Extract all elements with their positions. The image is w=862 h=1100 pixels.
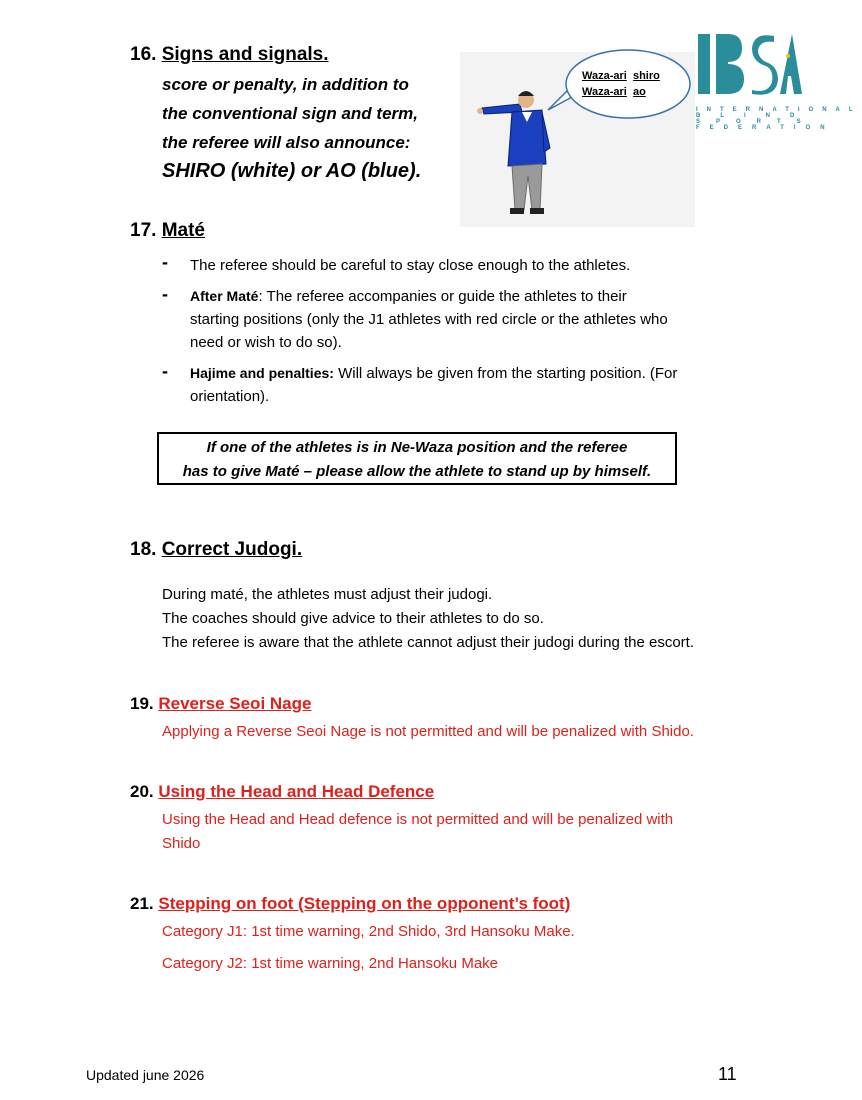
section-number: 17.: [130, 220, 157, 241]
signs-line: SHIRO (white) or AO (blue).: [162, 160, 422, 182]
signs-text-block: [162, 70, 421, 186]
section-number: 18.: [130, 539, 157, 560]
dash-bullet-icon: -: [162, 284, 168, 304]
bullet-text: : The referee accompanies or guide the athletes to their: [258, 288, 627, 305]
section-title: Maté: [161, 220, 205, 241]
bullet-text: starting positions (only the J1 athletes with red circle or the athletes who: [190, 311, 668, 328]
bullet-text: Will always be given from the starting position. (For: [333, 365, 678, 382]
bullet-text: need or wish to do so).: [190, 334, 342, 351]
stepping-j1-text: Category J1: 1st time warning, 2nd Shido, 3rd Hansoku Make.: [162, 923, 575, 940]
section-19-heading: [130, 694, 311, 714]
stepping-j2-text: Category J2: 1st time warning, 2nd Hansoku Make: [162, 955, 498, 972]
ibsa-logo: [696, 28, 862, 131]
mate-bullet-2: [190, 285, 790, 354]
section-20-heading: [130, 782, 434, 802]
section-17-heading: [130, 220, 205, 242]
paragraph-line: Using the Head and Head defence is not permitted and will be penalized with: [162, 811, 674, 828]
dash-bullet-icon: -: [162, 252, 168, 272]
mate-bullet-3: [190, 362, 790, 408]
logo-text: SPORTS: [696, 119, 817, 125]
head-defence-text: [162, 808, 782, 856]
section-title: Stepping on foot (Stepping on the opponent’s foot): [158, 894, 571, 913]
section-number: 21.: [130, 894, 154, 913]
section-title: Signs and signals.: [161, 44, 329, 65]
section-title: Correct Judogi.: [161, 539, 303, 560]
speech-bubble-text: [582, 68, 660, 100]
section-title: Reverse Seoi Nage: [158, 694, 312, 713]
section-16-heading: [130, 44, 329, 66]
section-18-heading: [130, 539, 302, 561]
logo-text: BLIND: [696, 113, 815, 119]
bubble-call: Waza-ari: [582, 70, 627, 82]
section-21-heading: [130, 894, 570, 914]
section-number: 19.: [130, 694, 154, 713]
mate-bullet-1: The referee should be careful to stay close enough to the athletes.: [190, 257, 631, 274]
bullet-label: Hajime and penalties:: [190, 365, 334, 381]
dash-bullet-icon: -: [162, 361, 168, 381]
paragraph-line: The coaches should give advice to their athletes to do so.: [162, 610, 544, 627]
bubble-color: ao: [632, 86, 646, 98]
section-number: 20.: [130, 782, 154, 801]
signs-line: the referee will also announce:: [162, 133, 411, 152]
bubble-color: shiro: [632, 70, 660, 82]
page-number: 11: [718, 1064, 737, 1084]
bullet-label: After Maté: [190, 288, 259, 304]
section-number: 16.: [130, 44, 157, 65]
bullet-text: orientation).: [190, 388, 270, 405]
note-line: has to give Maté – please allow the athlete to stand up by himself.: [182, 463, 652, 480]
judogi-text: [162, 583, 792, 655]
note-line: If one of the athletes is in Ne-Waza position and the referee: [206, 439, 628, 456]
signs-line: score or penalty, in addition to: [162, 75, 409, 94]
signs-line: the conventional sign and term,: [162, 104, 418, 123]
logo-text: FEDERATION: [696, 125, 835, 131]
note-box: [157, 432, 677, 485]
reverse-seoi-text: Applying a Reverse Seoi Nage is not permitted and will be penalized with Shido.: [162, 723, 694, 740]
paragraph-line: The referee is aware that the athlete cannot adjust their judogi during the escort.: [162, 634, 694, 651]
paragraph-line: During maté, the athletes must adjust their judogi.: [162, 586, 493, 603]
footer-updated: Updated june 2026: [86, 1067, 205, 1083]
section-title: Using the Head and Head Defence: [158, 782, 435, 801]
ibsa-logo-icon: [696, 28, 804, 98]
paragraph-line: Shido: [162, 835, 201, 852]
logo-text: INTERNATIONAL: [696, 107, 862, 113]
bubble-call: Waza-ari: [582, 86, 627, 98]
